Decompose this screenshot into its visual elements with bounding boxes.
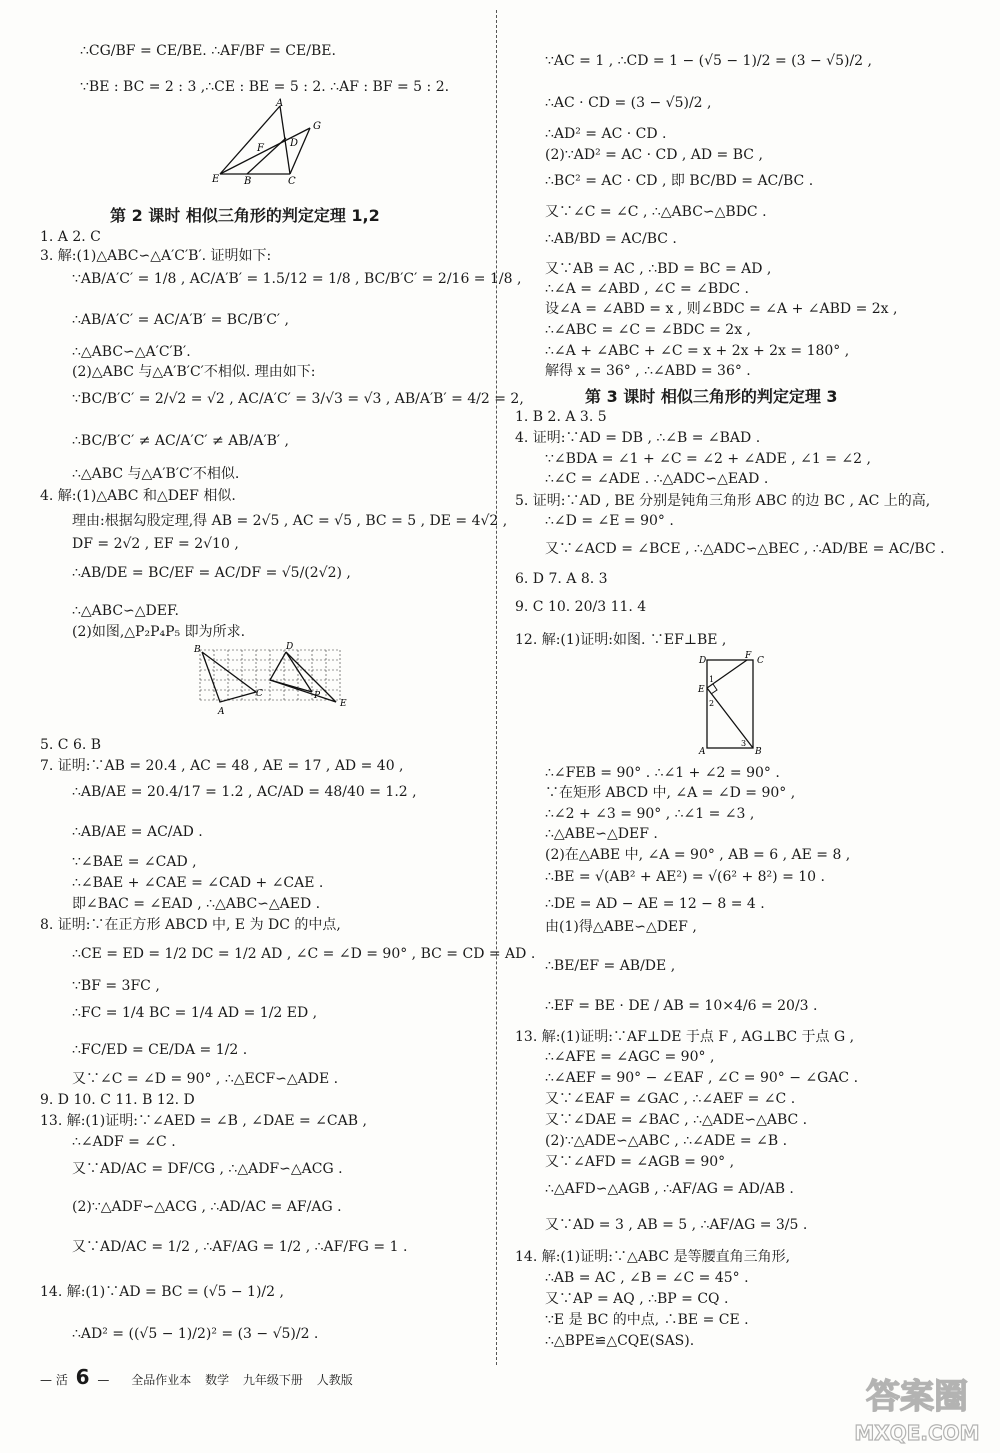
text-line: (2)△ABC 与△A′B′C′不相似. 理由如下: [72,364,316,380]
text-line: 又∵AP = AQ , ∴BP = CQ . [545,1291,729,1307]
lesson-heading: 第 3 课时 相似三角形的判定定理 3 [585,387,838,406]
text-line: 9. D 10. C 11. B 12. D [40,1092,195,1108]
text-line: ∴AB/A′C′ = AC/A′B′ = BC/B′C′ , [72,312,289,328]
text-line: ∴△BPE≌△CQE(SAS). [545,1333,695,1349]
text-line: ∴CE = ED = 1/2 DC = 1/2 AD , ∠C = ∠D = 90° , BC = CD = AD . [72,946,536,962]
text-line: ∵BE : BC = 2 : 3 ,∴CE : BE = 5 : 2. ∴AF : BF = 5 : 2. [80,79,450,95]
point-label: F [745,651,752,661]
text-line: 又∵∠ACD = ∠BCE , ∴△ADC∽△BEC , ∴AD/BE = AC/BC . [545,541,945,557]
point-label: B [244,176,252,186]
text-line: ∴∠C = ∠ADE . ∴△ADC∽△EAD . [545,471,769,487]
text-line: 设∠A = ∠ABD = x , 则∠BDC = ∠A + ∠ABD = 2x , [545,301,898,317]
point-label: F [257,143,264,154]
text-line: ∴BE/EF = AB/DE , [545,958,676,974]
text-line: (2)∵△ADF∽△ACG , ∴AD/AC = AF/AG . [72,1199,342,1215]
grid-figure [190,640,350,718]
point-label: A [218,707,225,717]
text-line: 又∵∠C = ∠D = 90° , ∴△ECF∽△ADE . [72,1071,339,1087]
text-line: 又∵AD = 3 , AB = 5 , ∴AF/AG = 3/5 . [545,1217,808,1233]
text-line: ∴∠BAE + ∠CAE = ∠CAD + ∠CAE . [72,875,324,891]
text-line: ∴BE = √(AB² + AE²) = √(6² + 8²) = 10 . [545,869,825,885]
text-line: 又∵∠C = ∠C , ∴△ABC∽△BDC . [545,204,767,220]
lesson-heading: 第 2 课时 相似三角形的判定定理 1,2 [110,206,380,225]
text-line: 14. 解:(1)证明:∵△ABC 是等腰直角三角形, [515,1249,791,1265]
text-line: (2)∵△ADE∽△ABC , ∴∠ADE = ∠B . [545,1133,788,1149]
book-title: 全品作业本 [131,1373,192,1387]
text-line: (2)∵AD² = AC · CD , AD = BC , [545,147,763,163]
footer-dash: — [97,1373,110,1387]
text-line: ∴AB/AE = AC/AD . [72,824,203,840]
text-line: 1. B 2. A 3. 5 [515,409,607,425]
text-line: 14. 解:(1)∵AD = BC = (√5 − 1)/2 , [40,1284,284,1300]
text-line: DF = 2√2 , EF = 2√10 , [72,536,239,552]
angle-label: 3 [741,739,747,748]
text-line: ∴EF = BE · DE / AB = 10×4/6 = 20/3 . [545,998,818,1014]
text-line: ∵BF = 3FC , [72,978,160,994]
watermark-text: 答案圈 [866,1377,968,1417]
angle-label: 1 [709,675,715,684]
text-line: ∴DE = AD − AE = 12 − 8 = 4 . [545,896,765,912]
text-line: ∴△ABC∽△DEF. [72,603,179,619]
text-line: ∴BC² = AC · CD , 即 BC/BD = AC/BC . [545,173,814,189]
text-line: ∴∠AFE = ∠AGC = 90° , [545,1049,715,1065]
edition-label: 人教版 [316,1373,353,1387]
point-label: E [340,699,347,709]
text-line: 又∵AD/AC = 1/2 , ∴AF/AG = 1/2 , ∴AF/FG = 1 . [72,1239,408,1255]
point-label: E [212,174,220,185]
point-label: C [256,689,263,699]
text-line: ∴△ABC∽△A′C′B′. [72,344,191,360]
text-line: 又∵AD/AC = DF/CG , ∴△ADF∽△ACG . [72,1161,343,1177]
point-label: C [757,656,764,666]
point-label: A [699,747,706,757]
text-line: 又∵∠AFD = ∠AGB = 90° , [545,1154,735,1170]
point-label: D [290,138,299,149]
point-label: P [314,691,321,701]
text-line: 1. A 2. C [40,229,101,245]
text-line: 9. C 10. 20/3 11. 4 [515,599,647,615]
text-line: ∴∠ABC = ∠C = ∠BDC = 2x , [545,322,752,338]
text-line: ∴∠ADF = ∠C . [72,1134,176,1150]
text-line: ∴∠2 + ∠3 = 90° , ∴∠1 = ∠3 , [545,806,755,822]
text-line: ∴∠AEF = 90° − ∠EAF , ∠C = 90° − ∠GAC . [545,1070,859,1086]
text-line: 理由:根据勾股定理,得 AB = 2√5 , AC = √5 , BC = 5 , DE = 4√2 , [72,513,508,529]
point-label: B [194,645,201,655]
point-label: C [288,176,296,186]
text-line: 又∵AB = AC , ∴BD = BC = AD , [545,261,772,277]
text-line: 解得 x = 36° , ∴∠ABD = 36° . [545,363,751,379]
text-line: ∴∠A + ∠ABC + ∠C = x + 2x + 2x = 180° , [545,343,850,359]
column-divider [496,10,497,1365]
text-line: ∴CG/BF = CE/BE. ∴AF/BF = CE/BE. [80,43,336,59]
text-line: ∵∠BAE = ∠CAD , [72,854,197,870]
text-line: ∴AC · CD = (3 − √5)/2 , [545,95,712,111]
text-line: 6. D 7. A 8. 3 [515,571,608,587]
text-line: ∴∠D = ∠E = 90° . [545,513,674,529]
text-line: ∴△ABE∽△DEF . [545,826,658,842]
point-label: A [276,98,284,109]
watermark-url: MXQE.COM [854,1421,980,1445]
text-line: ∴AB = AC , ∠B = ∠C = 45° . [545,1270,749,1286]
text-line: ∴AD² = AC · CD . [545,126,667,142]
rectangle-figure [695,650,775,758]
text-line: ∴∠A = ∠ABD , ∠C = ∠BDC . [545,281,750,297]
text-line: ∴FC/ED = CE/DA = 1/2 . [72,1042,248,1058]
text-line: 即∠BAC = ∠EAD , ∴△ABC∽△AED . [72,896,321,912]
page-number: 6 [75,1365,90,1389]
point-label: D [699,656,707,666]
footer-prefix: — 活 [40,1373,68,1387]
watermark-logo [842,1368,992,1448]
point-label: D [286,642,294,652]
text-line: ∴AB/DE = BC/EF = AC/DF = √5/(2√2) , [72,565,351,581]
text-line: ∵BC/B′C′ = 2/√2 = √2 , AC/A′C′ = 3/√3 = √3 , AB/A′B′ = 4/2 = 2, [72,391,524,407]
point-label: G [313,121,321,132]
text-line: (2)在△ABE 中, ∠A = 90° , AB = 6 , AE = 8 , [545,847,851,863]
text-line: ∴AB/BD = AC/BC . [545,231,677,247]
text-line: 又∵∠EAF = ∠GAC , ∴∠AEF = ∠C . [545,1091,796,1107]
text-line: ∴AD² = ((√5 − 1)/2)² = (3 − √5)/2 . [72,1326,319,1342]
angle-label: 2 [709,699,715,708]
triangle-figure-1 [210,96,360,186]
point-label: E [698,685,705,695]
text-line: 由(1)得△ABE∽△DEF , [545,919,697,935]
point-label: B [755,747,762,757]
text-line: ∴△AFD∽△AGB , ∴AF/AG = AD/AB . [545,1181,794,1197]
text-line: 7. 证明:∵AB = 20.4 , AC = 48 , AE = 17 , AD = 40 , [40,758,404,774]
text-line: ∴BC/B′C′ ≠ AC/A′C′ ≠ AB/A′B′ , [72,433,289,449]
text-line: 3. 解:(1)△ABC∽△A′C′B′. 证明如下: [40,248,272,264]
text-line: 4. 证明:∵AD = DB , ∴∠B = ∠BAD . [515,430,761,446]
text-line: ∴FC = 1/4 BC = 1/4 AD = 1/2 ED , [72,1005,318,1021]
text-line: ∵在矩形 ABCD 中, ∠A = ∠D = 90° , [545,785,796,801]
text-line: 12. 解:(1)证明:如图. ∵EF⊥BE , [515,632,727,648]
text-line: 5. 证明:∵AD , BE 分别是钝角三角形 ABC 的边 BC , AC 上的高, [515,493,931,509]
text-line: ∵E 是 BC 的中点, ∴BE = CE . [545,1312,749,1328]
text-line: 8. 证明:∵在正方形 ABCD 中, E 为 DC 的中点, [40,917,341,933]
text-line: 4. 解:(1)△ABC 和△DEF 相似. [40,488,236,504]
text-line: ∴∠FEB = 90° . ∴∠1 + ∠2 = 90° . [545,765,780,781]
text-line: ∵AB/A′C′ = 1/8 , AC/A′B′ = 1.5/12 = 1/8 , BC/B′C′ = 2/16 = 1/8 , [72,271,522,287]
text-line: (2)如图,△P₂P₄P₅ 即为所求. [72,624,246,640]
text-line: 13. 解:(1)证明:∵AF⊥DE 于点 F , AG⊥BC 于点 G , [515,1029,855,1045]
subject-label: 数学 [205,1373,230,1387]
text-line: ∵∠BDA = ∠1 + ∠C = ∠2 + ∠ADE , ∠1 = ∠2 , [545,451,871,467]
text-line: ∵AC = 1 , ∴CD = 1 − (√5 − 1)/2 = (3 − √5)/2 , [545,53,872,69]
text-line: ∴△ABC 与△A′B′C′不相似. [72,466,240,482]
text-line: 又∵∠DAE = ∠BAC , ∴△ADE∽△ABC . [545,1112,808,1128]
text-line: 13. 解:(1)证明:∵∠AED = ∠B , ∠DAE = ∠CAB , [40,1113,367,1129]
text-line: 5. C 6. B [40,737,102,753]
page-footer [40,1365,353,1389]
grade-label: 九年级下册 [242,1373,303,1387]
text-line: ∴AB/AE = 20.4/17 = 1.2 , AC/AD = 48/40 = 1.2 , [72,784,417,800]
